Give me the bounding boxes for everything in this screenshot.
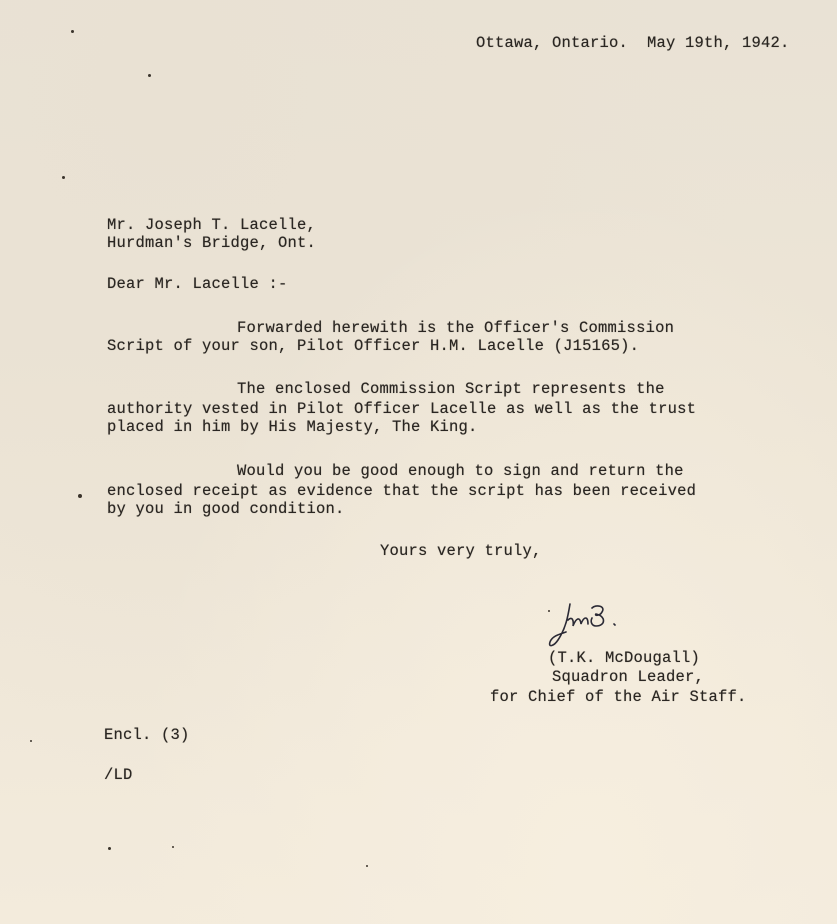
salutation: Dear Mr. Lacelle :- bbox=[107, 275, 288, 293]
paper-speck bbox=[172, 846, 174, 848]
paragraph-3-line-1: Would you be good enough to sign and return the bbox=[237, 462, 684, 480]
paper-speck bbox=[62, 176, 65, 179]
paper-speck bbox=[71, 30, 74, 33]
paragraph-3-line-3: by you in good condition. bbox=[107, 500, 345, 518]
recipient-name: Mr. Joseph T. Lacelle, bbox=[107, 216, 317, 234]
paragraph-2-line-1: The enclosed Commission Script represents the bbox=[237, 380, 665, 398]
paragraph-2-line-3: placed in him by His Majesty, The King. bbox=[107, 418, 478, 436]
paragraph-1-line-1: Forwarded herewith is the Officer's Commission bbox=[237, 319, 675, 337]
reference-initials: /LD bbox=[104, 766, 133, 784]
signatory-rank: Squadron Leader, bbox=[552, 668, 705, 686]
paper-speck bbox=[108, 847, 111, 850]
recipient-address: Hurdman's Bridge, Ont. bbox=[107, 234, 317, 252]
paragraph-2-line-2: authority vested in Pilot Officer Lacelle as well as the trust bbox=[107, 400, 697, 418]
paper-speck bbox=[148, 74, 151, 77]
signatory-name: (T.K. McDougall) bbox=[548, 649, 701, 667]
paper-speck bbox=[366, 865, 368, 867]
signatory-title: for Chief of the Air Staff. bbox=[490, 688, 747, 706]
closing: Yours very truly, bbox=[380, 542, 542, 560]
paragraph-1-line-2: Script of your son, Pilot Officer H.M. Lacelle (J15165). bbox=[107, 337, 640, 355]
paper-speck bbox=[30, 740, 32, 742]
paper-speck bbox=[78, 494, 82, 498]
dateline: Ottawa, Ontario. May 19th, 1942. bbox=[476, 34, 790, 52]
paragraph-3-line-2: enclosed receipt as evidence that the script has been received bbox=[107, 482, 697, 500]
enclosure-note: Encl. (3) bbox=[104, 726, 190, 744]
paper-speck bbox=[548, 610, 550, 612]
